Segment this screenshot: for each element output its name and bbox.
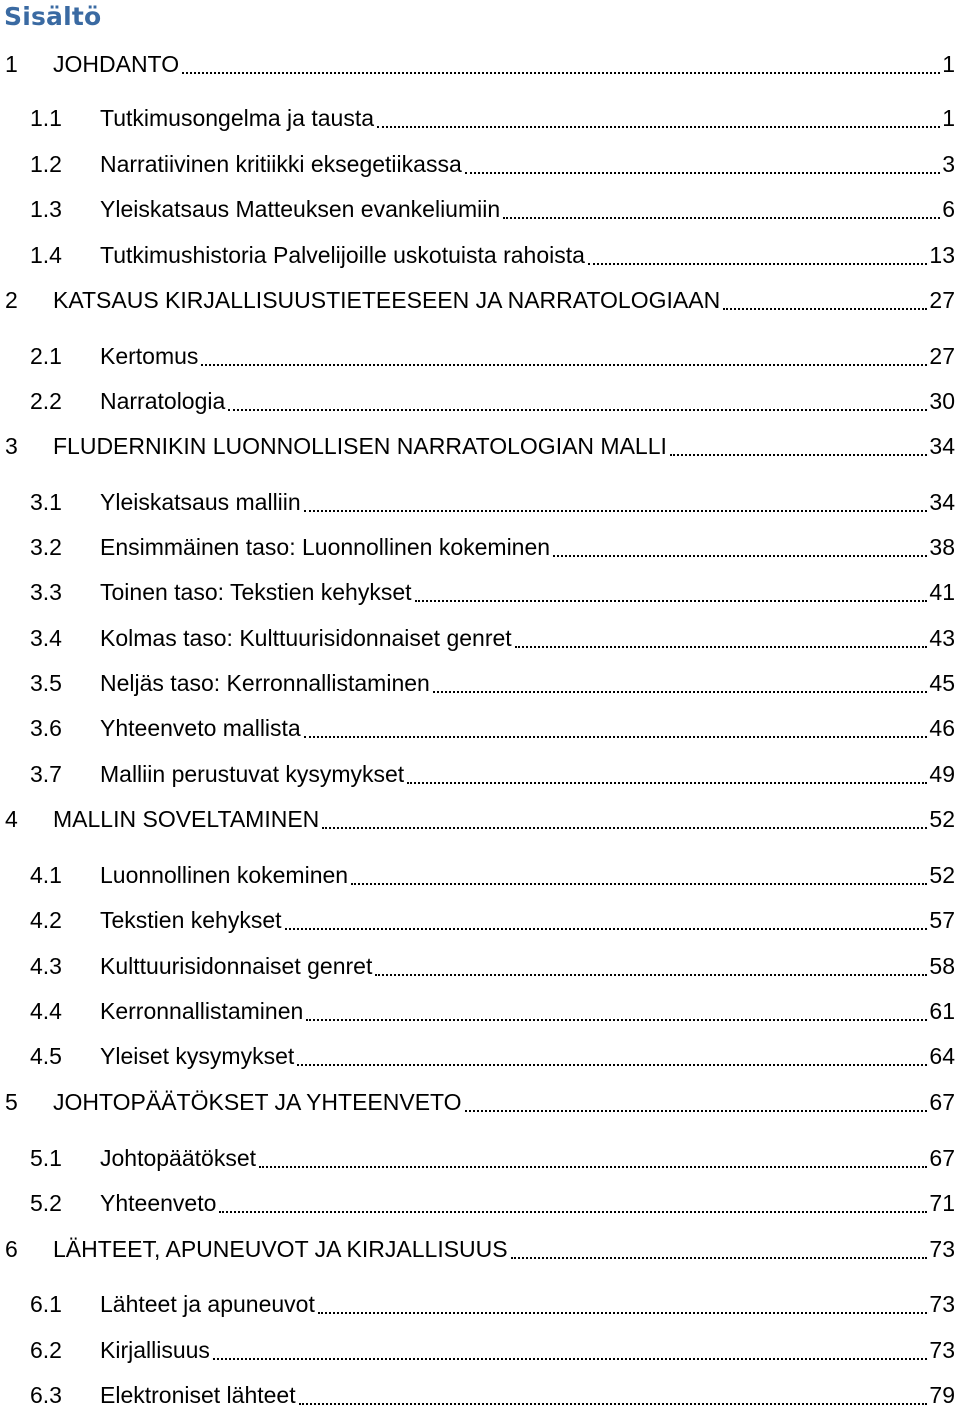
dot-leader — [503, 193, 940, 225]
entry-title: KATSAUS KIRJALLISUUSTIETEESEEN JA NARRATOLOGIAAN — [53, 287, 721, 313]
toc-entry[interactable] — [0, 1379, 960, 1411]
dot-leader — [259, 1142, 927, 1174]
toc-entry[interactable] — [0, 1086, 960, 1118]
toc-entry[interactable] — [0, 531, 960, 563]
toc-entry[interactable] — [0, 1040, 960, 1072]
entry-number: 1.3 — [30, 196, 62, 222]
dot-leader — [588, 239, 927, 271]
dot-leader — [318, 1288, 928, 1320]
entry-number: 2.2 — [30, 388, 62, 414]
dot-leader — [415, 576, 928, 608]
toc-entry[interactable] — [0, 102, 960, 134]
entry-number: 6 — [5, 1236, 18, 1262]
toc-entry[interactable] — [0, 239, 960, 271]
toc-entry[interactable] — [0, 148, 960, 180]
entry-title: Yleiset kysymykset — [100, 1043, 295, 1069]
toc-entry[interactable] — [0, 1187, 960, 1219]
entry-page: 41 — [929, 579, 955, 605]
entry-page: 49 — [929, 761, 955, 787]
entry-page: 52 — [929, 806, 955, 832]
dot-leader — [407, 758, 927, 790]
toc-entry[interactable] — [0, 859, 960, 891]
entry-number: 6.2 — [30, 1337, 62, 1363]
entry-page: 1 — [942, 105, 955, 131]
entry-title: JOHDANTO — [53, 51, 180, 77]
toc-entry[interactable] — [0, 712, 960, 744]
entry-number: 3.4 — [30, 625, 62, 651]
entry-number: 6.1 — [30, 1291, 62, 1317]
toc-entry[interactable] — [0, 385, 960, 417]
entry-number: 5 — [5, 1089, 18, 1115]
entry-number: 6.3 — [30, 1382, 62, 1408]
dot-leader — [377, 102, 940, 134]
entry-title: JOHTOPÄÄTÖKSET JA YHTEENVETO — [53, 1089, 462, 1115]
entry-number: 1 — [5, 51, 18, 77]
entry-page: 67 — [929, 1145, 955, 1171]
entry-title: Kirjallisuus — [100, 1337, 210, 1363]
toc-entry[interactable] — [0, 1233, 960, 1265]
entry-number: 2 — [5, 287, 18, 313]
dot-leader — [351, 859, 927, 891]
toc-entry[interactable] — [0, 284, 960, 316]
dot-leader — [465, 1086, 928, 1118]
toc-entry[interactable] — [0, 758, 960, 790]
entry-page: 1 — [942, 51, 955, 77]
entry-title: Yhteenveto — [100, 1190, 217, 1216]
dot-leader — [304, 486, 928, 518]
toc-entry[interactable] — [0, 904, 960, 936]
entry-title: Neljäs taso: Kerronnallistaminen — [100, 670, 430, 696]
entry-page: 34 — [929, 489, 955, 515]
entry-number: 3.3 — [30, 579, 62, 605]
entry-title: Yleiskatsaus Matteuksen evankeliumiin — [100, 196, 501, 222]
toc-entry[interactable] — [0, 1288, 960, 1320]
entry-page: 79 — [929, 1382, 955, 1408]
toc-entry[interactable] — [0, 622, 960, 654]
toc-entry[interactable] — [0, 340, 960, 372]
entry-title: Tutkimusongelma ja tausta — [100, 105, 375, 131]
entry-page: 73 — [929, 1337, 955, 1363]
entry-page: 6 — [942, 196, 955, 222]
entry-number: 1.4 — [30, 242, 62, 268]
entry-number: 4.3 — [30, 953, 62, 979]
entry-number: 4 — [5, 806, 18, 832]
entry-number: 4.1 — [30, 862, 62, 888]
entry-title: Ensimmäinen taso: Luonnollinen kokeminen — [100, 534, 551, 560]
entry-page: 67 — [929, 1089, 955, 1115]
toc-entry[interactable] — [0, 1142, 960, 1174]
dot-leader — [553, 531, 927, 563]
entry-number: 4.2 — [30, 907, 62, 933]
dot-leader — [304, 712, 928, 744]
entry-title: Tekstien kehykset — [100, 907, 282, 933]
dot-leader — [515, 622, 928, 654]
entry-title: Toinen taso: Tekstien kehykset — [100, 579, 412, 605]
toc-entry[interactable] — [0, 950, 960, 982]
toc-entry[interactable] — [0, 667, 960, 699]
entry-page: 27 — [929, 343, 955, 369]
entry-number: 5.1 — [30, 1145, 62, 1171]
toc-entry[interactable] — [0, 430, 960, 462]
entry-number: 3.7 — [30, 761, 62, 787]
entry-title: Kulttuurisidonnaiset genret — [100, 953, 373, 979]
entry-page: 61 — [929, 998, 955, 1024]
entry-page: 30 — [929, 388, 955, 414]
entry-number: 1.1 — [30, 105, 62, 131]
entry-page: 3 — [942, 151, 955, 177]
entry-page: 27 — [929, 287, 955, 313]
entry-number: 3.5 — [30, 670, 62, 696]
toc-entry[interactable] — [0, 803, 960, 835]
entry-title: Kerronnallistaminen — [100, 998, 304, 1024]
entry-number: 4.4 — [30, 998, 62, 1024]
dot-leader — [228, 385, 927, 417]
entry-title: LÄHTEET, APUNEUVOT JA KIRJALLISUUS — [53, 1236, 508, 1262]
entry-number: 3.2 — [30, 534, 62, 560]
entry-page: 71 — [929, 1190, 955, 1216]
entry-page: 46 — [929, 715, 955, 741]
toc-entry[interactable] — [0, 1334, 960, 1366]
dot-leader — [511, 1233, 928, 1265]
toc-entry[interactable] — [0, 995, 960, 1027]
entry-page: 57 — [929, 907, 955, 933]
toc-heading: Sisältö — [4, 2, 102, 31]
entry-page: 73 — [929, 1236, 955, 1262]
toc-entry[interactable] — [0, 576, 960, 608]
dot-leader — [201, 340, 927, 372]
toc-entry[interactable] — [0, 486, 960, 518]
entry-number: 1.2 — [30, 151, 62, 177]
dot-leader — [299, 1379, 928, 1411]
entry-page: 43 — [929, 625, 955, 651]
entry-title: Tutkimushistoria Palvelijoille uskotuista rahoista — [100, 242, 585, 268]
entry-title: MALLIN SOVELTAMINEN — [53, 806, 320, 832]
entry-title: Yhteenveto mallista — [100, 715, 301, 741]
dot-leader — [285, 904, 928, 936]
dot-leader — [182, 48, 940, 80]
entry-page: 58 — [929, 953, 955, 979]
entry-page: 52 — [929, 862, 955, 888]
dot-leader — [465, 148, 940, 180]
dot-leader — [219, 1187, 927, 1219]
dot-leader — [433, 667, 928, 699]
entry-page: 64 — [929, 1043, 955, 1069]
entry-number: 2.1 — [30, 343, 62, 369]
entry-number: 4.5 — [30, 1043, 62, 1069]
dot-leader — [375, 950, 927, 982]
dot-leader — [306, 995, 927, 1027]
entry-title: Lähteet ja apuneuvot — [100, 1291, 315, 1317]
entry-title: Johtopäätökset — [100, 1145, 257, 1171]
entry-title: Yleiskatsaus malliin — [100, 489, 301, 515]
entry-page: 38 — [929, 534, 955, 560]
entry-title: Luonnollinen kokeminen — [100, 862, 349, 888]
entry-title: Elektroniset lähteet — [100, 1382, 296, 1408]
entry-title: Narratiivinen kritiikki eksegetiikassa — [100, 151, 462, 177]
dot-leader — [297, 1040, 927, 1072]
toc-entry[interactable] — [0, 48, 960, 80]
entry-title: Narratologia — [100, 388, 226, 414]
entry-number: 3.6 — [30, 715, 62, 741]
dot-leader — [670, 430, 928, 462]
entry-title: FLUDERNIKIN LUONNOLLISEN NARRATOLOGIAN MALLI — [53, 433, 667, 459]
entry-page: 73 — [929, 1291, 955, 1317]
dot-leader — [213, 1334, 927, 1366]
toc-entry[interactable] — [0, 193, 960, 225]
entry-title: Kolmas taso: Kulttuurisidonnaiset genret — [100, 625, 512, 651]
entry-title: Kertomus — [100, 343, 199, 369]
entry-title: Malliin perustuvat kysymykset — [100, 761, 405, 787]
entry-number: 5.2 — [30, 1190, 62, 1216]
dot-leader — [723, 284, 927, 316]
entry-page: 34 — [929, 433, 955, 459]
entry-number: 3 — [5, 433, 18, 459]
entry-page: 13 — [929, 242, 955, 268]
entry-number: 3.1 — [30, 489, 62, 515]
entry-page: 45 — [929, 670, 955, 696]
dot-leader — [322, 803, 927, 835]
